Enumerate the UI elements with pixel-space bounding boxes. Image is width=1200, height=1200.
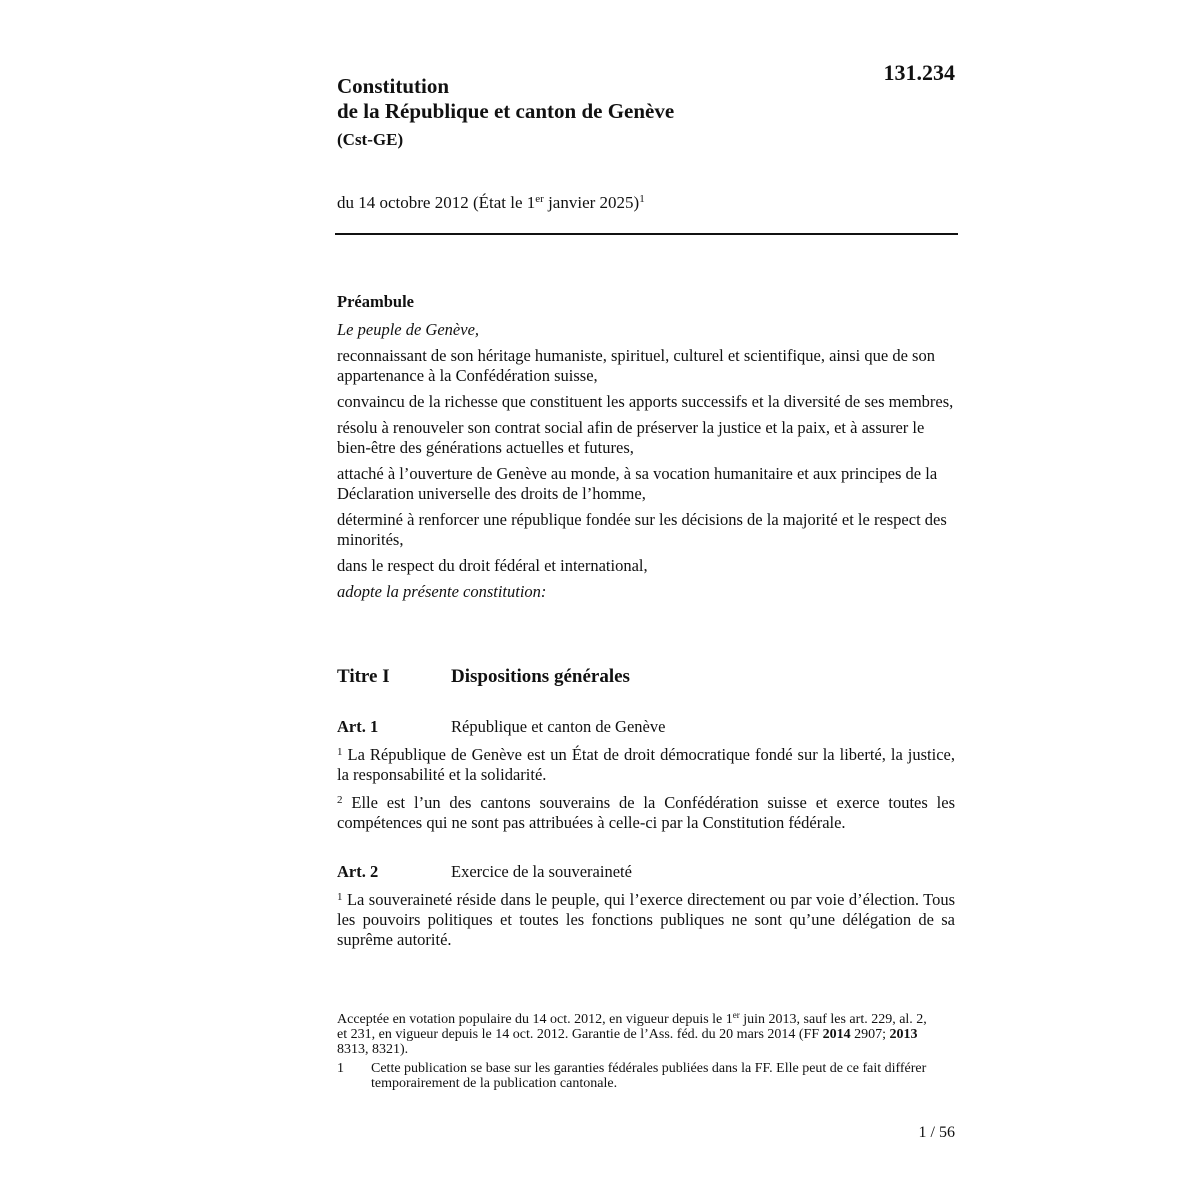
preamble-paragraph: déterminé à renforcer une république fondée sur les décisions de la majorité et le respect des minorités,	[337, 510, 947, 549]
article-title: Exercice de la souveraineté	[451, 862, 632, 881]
footnote-text: Cette publication se base sur les garanties fédérales publiées dans la FF. Elle peut de ce fait différer temporairement de la publication cantonale.	[371, 1061, 927, 1091]
header-divider	[335, 233, 958, 235]
page-number: 1 / 56	[918, 1124, 955, 1141]
article-2-paragraph-1	[337, 890, 955, 950]
footnote-ref-year: 2013	[889, 1027, 918, 1042]
article-number: Art. 2	[337, 862, 379, 881]
paragraph-number: 1	[337, 746, 343, 758]
article-title: République et canton de Genève	[451, 717, 666, 736]
preamble-heading: Préambule	[337, 292, 414, 311]
footnote-ref[interactable]: 1	[639, 193, 645, 205]
paragraph-text: Elle est l’un des cantons souverains de la Confédération suisse et exerce toutes les compétences qui ne sont pas attribuées à celle-ci par la Constitution fédérale.	[337, 793, 955, 832]
paragraph-number: 1	[337, 891, 343, 903]
preamble-paragraph: dans le respect du droit fédéral et international,	[337, 556, 648, 575]
footnote-text: Acceptée en votation populaire du 14 oct. 2012, en vigueur depuis le 1	[337, 1012, 733, 1027]
preamble-paragraph: attaché à l’ouverture de Genève au monde, à sa vocation humanitaire et aux principes de la Déclaration universelle des droits de l’homme,	[337, 464, 938, 503]
preamble	[337, 292, 957, 602]
footnote-1	[337, 1061, 937, 1091]
footnotes	[337, 1012, 937, 1091]
footnote-ref-year: 2014	[822, 1027, 851, 1042]
titre-number: Titre I	[337, 666, 390, 687]
footnote-text: 2907;	[850, 1027, 890, 1042]
footnote-marker: 1	[337, 1061, 344, 1076]
sr-number: 131.234	[883, 60, 955, 85]
article-1-paragraph-1	[337, 745, 955, 785]
footnote-text: juin 2013, sauf les art. 229, al. 2, et 231, en vigueur depuis le 14 oct. 2012. Garantie de l’Ass. féd. du 20 mars 2014 (FF	[337, 1012, 927, 1042]
footnote-main	[337, 1012, 937, 1057]
date-prefix: du 14 octobre 2012 (État le 1	[337, 193, 536, 212]
article-number: Art. 1	[337, 717, 379, 736]
preamble-paragraph: reconnaissant de son héritage humaniste, spirituel, culturel et scientifique, ainsi que de son appartenance à la Confédération suisse,	[337, 346, 935, 385]
titre-heading	[337, 666, 630, 688]
footnote-superscript: er	[732, 1010, 740, 1020]
article-1-paragraph-2	[337, 793, 955, 833]
date-line	[337, 193, 645, 213]
paragraph-number: 2	[337, 794, 343, 806]
article-heading-2	[337, 862, 632, 882]
preamble-paragraph: résolu à renouveler son contrat social afin de préserver la justice et la paix, et à assurer le bien-être des générations actuelles et futures,	[337, 418, 925, 457]
abbreviation: (Cst-GE)	[337, 130, 404, 149]
title-line-2: de la République et canton de Genève	[337, 99, 675, 123]
preamble-closing: adopte la présente constitution:	[337, 582, 547, 601]
preamble-intro: Le peuple de Genève,	[337, 320, 480, 339]
paragraph-text: La souveraineté réside dans le peuple, qui l’exerce directement ou par voie d’élection. Tous les pouvoirs politiques et toutes les fonctions publiques ne sont qu’une délégation de sa suprême autorité.	[337, 890, 955, 949]
paragraph-text: La République de Genève est un État de droit démocratique fondé sur la liberté, la justice, la responsabilité et la solidarité.	[337, 745, 955, 784]
titre-name: Dispositions générales	[451, 666, 630, 687]
title-line-1: Constitution	[337, 74, 450, 98]
footnote-text: 8313, 8321).	[337, 1042, 409, 1057]
preamble-paragraph: convaincu de la richesse que constituent les apports successifs et la diversité de ses membres,	[337, 392, 954, 411]
date-suffix: janvier 2025)	[543, 193, 640, 212]
document-title	[337, 74, 817, 124]
date-superscript: er	[535, 193, 544, 205]
article-heading-1	[337, 717, 665, 737]
